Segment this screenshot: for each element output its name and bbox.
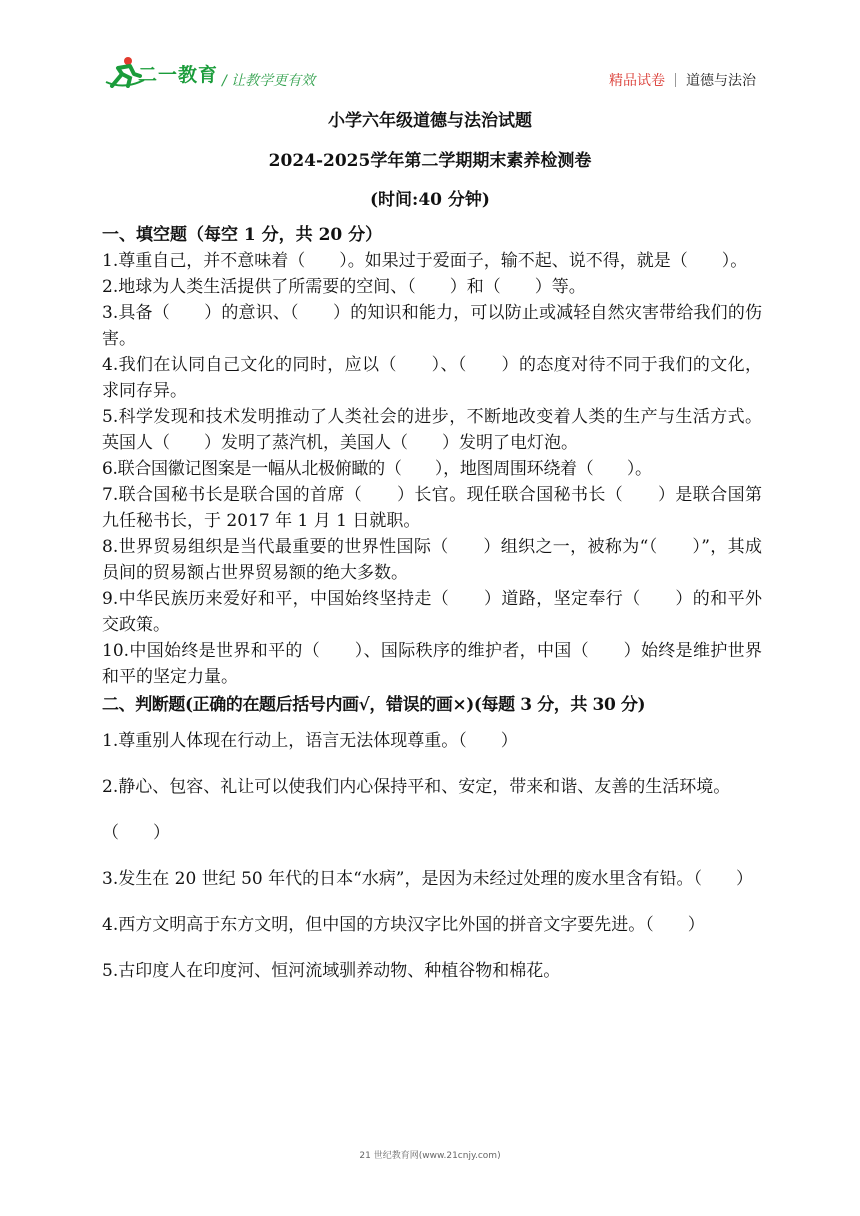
fill-question: 3.具备（ ）的意识、（ ）的知识和能力，可以防止或减轻自然灾害带给我们的伤害。 [102, 303, 762, 349]
fill-question: 10.中国始终是世界和平的（ ）、国际秩序的维护者，中国（ ）始终是维护世界和平的坚定力量。 [102, 641, 762, 687]
fill-question: 9.中华民族历来爱好和平，中国始终坚持走（ ）道路，坚定奉行（ ）的和平外交政策。 [102, 589, 762, 635]
fill-question: 5.科学发现和技术发明推动了人类社会的进步，不断地改变着人类的生产与生活方式。英国人（ ）发明了蒸汽机，美国人（ ）发明了电灯泡。 [102, 407, 762, 453]
tag-divider [675, 73, 676, 87]
page-header [0, 0, 860, 100]
section1-heading: 一、填空题（每空 1 分，共 20 分） [102, 225, 383, 245]
fill-question: 8.世界贸易组织是当代最重要的世界性国际（ ）组织之一，被称为“（ ）”，其成员间的贸易额占世界贸易额的绝大多数。 [102, 537, 762, 583]
fill-question: 6.联合国徽记图案是一幅从北极俯瞰的（ ），地图周围环绕着（ ）。 [102, 459, 652, 479]
fill-question: 1.尊重自己，并不意味着（ ）。如果过于爱面子，输不起、说不得，就是（ ）。 [102, 251, 748, 271]
exam-subtitle: 2024-2025学年第二学期期末素养检测卷 [268, 151, 592, 171]
fill-question: 4.我们在认同自己文化的同时，应以（ ）、（ ）的态度对待不同于我们的文化，求同存异。 [102, 355, 762, 401]
tag-premium-paper: 精品试卷 [609, 73, 665, 89]
logo-text: 二一教育 [138, 64, 219, 86]
exam-body [102, 222, 762, 994]
exam-time: (时间:40 分钟) [370, 190, 490, 210]
exam-title-block [0, 104, 860, 218]
judge-question: 1.尊重别人体现在行动上，语言无法体现尊重。（ ） [102, 731, 518, 751]
tag-subject: 道德与法治 [686, 73, 756, 89]
judge-question: 5.古印度人在印度河、恒河流域驯养动物、种植谷物和棉花。 [102, 961, 561, 981]
judge-question: 4.西方文明高于东方文明，但中国的方块汉字比外国的拼音文字要先进。（ ） [102, 915, 705, 935]
section2-heading: 二、判断题(正确的在题后括号内画√，错误的画×)(每题 3 分，共 30 分) [102, 695, 646, 715]
exam-title: 小学六年级道德与法治试题 [328, 111, 532, 131]
page-footer: 21 世纪教育网(www.21cnjy.com) [359, 1151, 501, 1161]
fill-question: 2.地球为人类生活提供了所需要的空间、（ ）和（ ）等。 [102, 277, 586, 297]
slogan: / 让教学更有效 [222, 73, 316, 89]
fill-question: 7.联合国秘书长是联合国的首席（ ）长官。现任联合国秘书长（ ）是联合国第九任秘书长，于 2017 年 1 月 1 日就职。 [102, 485, 762, 531]
header-tags [609, 70, 756, 90]
judge-question: 2.静心、包容、礼让可以使我们内心保持平和、安定，带来和谐、友善的生活环境。（ ） [102, 777, 731, 843]
judge-question: 3.发生在 20 世纪 50 年代的日本“水病”，是因为未经过处理的废水里含有铅。（ ） [102, 869, 753, 889]
